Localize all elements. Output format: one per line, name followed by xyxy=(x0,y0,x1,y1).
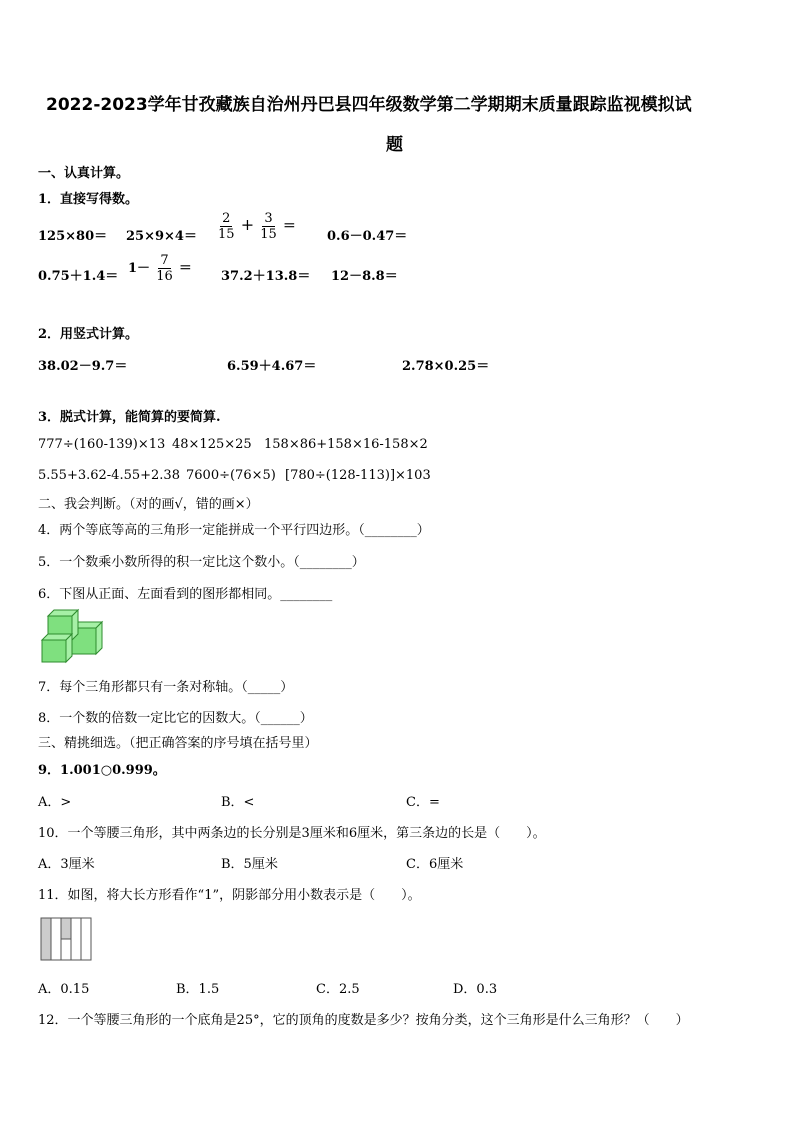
q2-item-3: 2.78×0.25＝ xyxy=(402,359,490,374)
q9-option-b: B．< xyxy=(221,795,255,810)
q3-row1-item2: 48×125×25 xyxy=(172,437,252,452)
q1-item-g: 37.2＋13.8＝ xyxy=(221,269,311,284)
question-5: 5．一个数乘小数所得的积一定比这个数小。（________） xyxy=(38,555,365,570)
question-4: 4．两个等底等高的三角形一定能拼成一个平行四边形。（________） xyxy=(38,523,430,538)
q3-row2-item1: 5.55+3.62-4.55+2.38 xyxy=(38,468,180,483)
question-11: 11．如图，将大长方形看作“1”，阴影部分用小数表示是（ ）。 xyxy=(38,888,421,903)
q1-item-b: 25×9×4＝ xyxy=(126,229,197,244)
q10-option-b: B．5厘米 xyxy=(221,857,278,872)
section-3-heading: 三、精挑细选。（把正确答案的序号填在括号里） xyxy=(38,736,318,751)
page-title-line2: 题 xyxy=(386,135,403,155)
q1-item-e: 0.75＋1.4＝ xyxy=(38,269,119,284)
question-2: 2．用竖式计算。 xyxy=(38,327,139,342)
question-12: 12．一个等腰三角形的一个底角是25°，它的顶角的度数是多少？按角分类，这个三角形是什么三角形？（ ） xyxy=(38,1013,689,1028)
minuend: 1－ xyxy=(128,261,151,276)
q9-option-a: A．> xyxy=(38,795,72,810)
q11-option-a: A．0.15 xyxy=(38,982,90,997)
q1-item-h: 12－8.8＝ xyxy=(331,269,398,284)
fraction-denominator: 16 xyxy=(156,269,173,284)
q10-option-c: C．6厘米 xyxy=(406,857,464,872)
shaded-part xyxy=(61,918,71,939)
rectangle-figure xyxy=(40,917,94,961)
plus-sign: + xyxy=(240,215,255,234)
question-6: 6．下图从正面、左面看到的图形都相同。________ xyxy=(38,587,333,602)
q1-item-c xyxy=(216,211,296,242)
question-8: 8．一个数的倍数一定比它的因数大。（______） xyxy=(38,711,313,726)
question-9: 9．1.001○0.999。 xyxy=(38,763,166,778)
q2-item-1: 38.02－9.7＝ xyxy=(38,359,128,374)
q11-option-b: B．1.5 xyxy=(176,982,220,997)
question-7: 7．每个三角形都只有一条对称轴。（_____） xyxy=(38,680,294,695)
page-title-line1: 2022-2023学年甘孜藏族自治州丹巴县四年级数学第二学期期末质量跟踪监视模拟试 xyxy=(46,95,692,115)
cube-face xyxy=(96,622,102,654)
fraction-3-15 xyxy=(258,211,279,242)
q2-item-2: 6.59＋4.67＝ xyxy=(227,359,317,374)
fraction-denominator: 15 xyxy=(260,227,277,242)
fraction-numerator: 7 xyxy=(160,253,169,268)
cubes-figure xyxy=(40,608,106,664)
shaded-part xyxy=(41,918,51,960)
fraction-denominator: 15 xyxy=(218,227,235,242)
question-1: 1．直接写得数。 xyxy=(38,192,139,207)
q3-row1-item1: 777÷(160-139)×13 xyxy=(38,437,166,452)
fraction-numerator: 2 xyxy=(222,211,231,226)
q3-row1-item3: 158×86+158×16-158×2 xyxy=(264,437,428,452)
q3-row2-item3: [780÷(128-113)]×103 xyxy=(285,468,431,483)
question-10: 10．一个等腰三角形，其中两条边的长分别是3厘米和6厘米，第三条边的长是（ ）。 xyxy=(38,826,546,841)
cube-stack xyxy=(42,610,102,662)
equals-sign: ＝ xyxy=(178,261,192,276)
cube-face xyxy=(72,610,78,640)
fraction-7-16 xyxy=(154,253,175,284)
question-3: 3．脱式计算，能简算的要简算. xyxy=(38,410,221,425)
q10-option-a: A．3厘米 xyxy=(38,857,95,872)
q3-row2-item2: 7600÷(76×5) xyxy=(186,468,276,483)
q11-option-d: D．0.3 xyxy=(453,982,498,997)
cube-face xyxy=(42,640,66,662)
fraction-numerator: 3 xyxy=(264,211,273,226)
fraction-2-15 xyxy=(216,211,237,242)
q1-item-d: 0.6－0.47＝ xyxy=(327,229,408,244)
section-1-heading: 一、认真计算。 xyxy=(38,166,130,181)
q11-option-c: C．2.5 xyxy=(316,982,360,997)
equals-sign: ＝ xyxy=(282,219,296,234)
q9-option-c: C．= xyxy=(406,795,440,810)
q1-item-f xyxy=(128,253,192,284)
q1-item-a: 125×80＝ xyxy=(38,229,108,244)
section-2-heading: 二、我会判断。（对的画√，错的画×） xyxy=(38,497,259,512)
